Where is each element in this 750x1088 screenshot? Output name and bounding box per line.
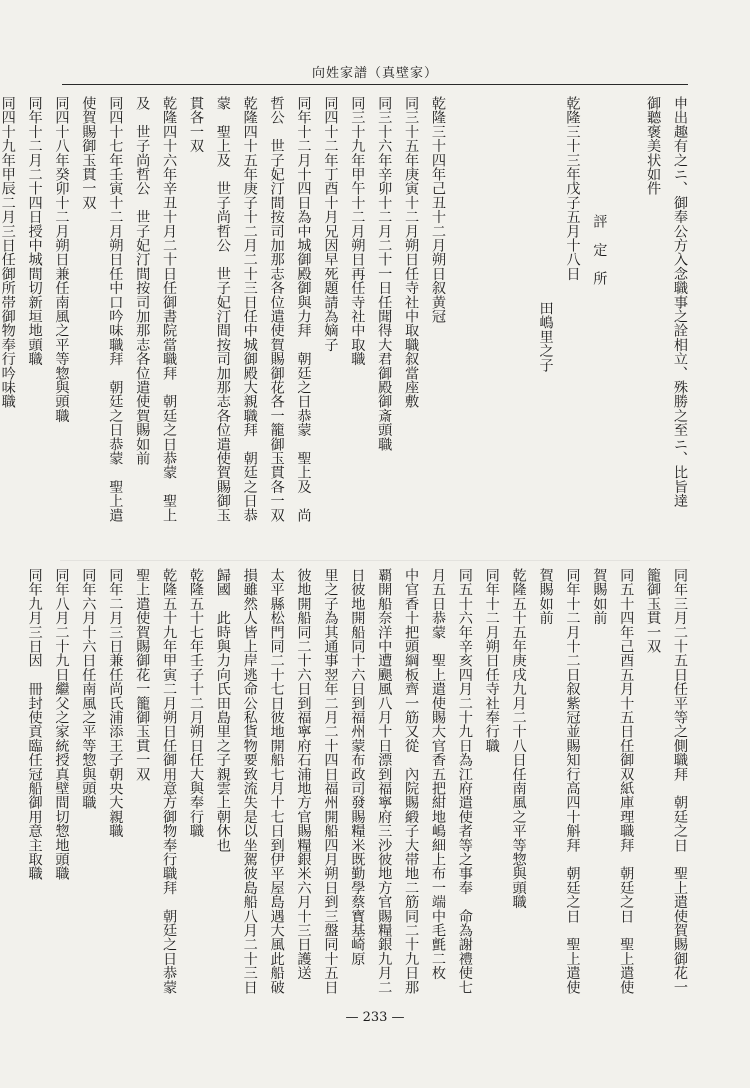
text-column: 月五日恭蒙 聖上遣使賜大官香五把紺地嶋細上布一端中毛氈二枚: [429, 568, 446, 980]
text-column: 乾隆三十三年戊子五月十八日: [564, 96, 581, 281]
page-header-title: 向姓家譜（真壁家）: [311, 66, 438, 81]
text-column: 同年十二月二十四日授中城間切新垣地頭職: [26, 96, 43, 366]
text-column: 同四十七年壬寅十二月朔日任中口吟味職拜 朝廷之日恭蒙 聖上遣: [107, 96, 124, 522]
text-column: 同年十二月十二日叙紫冠並賜知行高四十斛拜 朝廷之日 聖上遣使: [564, 568, 581, 994]
text-column: 同三十九年甲午十二月朔日再任寺社中取職: [349, 96, 366, 366]
lower-text-block: [25, 568, 690, 1023]
text-column: 同年九月三日因 冊封使貢臨任冠船御用意主取職: [26, 568, 43, 881]
text-column: 籠御玉貫一双: [645, 568, 662, 654]
text-column: 同三十五年庚寅十二月朔日任寺社中取職叙當座敷: [403, 96, 420, 409]
text-column: 同年三月二十五日任平等之側職拜 朝廷之日 聖上遣使賀賜御花一: [672, 568, 688, 994]
text-column: 賀賜如前: [537, 568, 554, 625]
text-column: 申出趣有之ニ、御奉公方入念職事之詮相立、殊勝之至ニ、比旨達: [672, 96, 688, 508]
text-column: 乾隆四十六年辛丑十月二十日任御書院當職拜 朝廷之日恭蒙 聖上: [161, 96, 178, 522]
text-column: 歸國 此時與力向氏田島里之子親雲上朝休也: [214, 568, 231, 852]
text-column: 乾隆四十五年庚子十二月二十三日任中城御殿大親職拜 朝廷之日恭: [241, 96, 258, 522]
text-column: 日彼地開船同十六日到福州蒙布政司發賜糧米既勤學蔡寳基崎原: [349, 568, 366, 966]
text-column: 賀賜如前: [591, 568, 608, 625]
text-column: 彼地開船同二十六日到福寧府石浦地方官賜糧銀米六月十三日護送: [295, 568, 312, 980]
text-column: 同年八月二十九日繼父之家統授真壁間切惣地頭職: [53, 568, 70, 881]
text-column: 乾隆五十五年庚戌九月二十八日任南風之平等惣與頭職: [510, 568, 527, 909]
text-column: 同五十六年辛亥四月二十九日為江府遣使者等之事奉 命為謝禮使七: [456, 568, 473, 994]
text-column: 覇開船奈洋中遭颶風八月十日漂到福寧府三沙彼地方官賜糧銀九月二: [376, 568, 393, 994]
page-number: — 233 —: [345, 1010, 405, 1025]
text-column: 哲公 世子妃汀間按司加那志各位遣使賀賜御花各一籠御玉貫各一双: [268, 96, 285, 522]
text-column: 田嶋里之子: [537, 301, 554, 372]
text-column: 中官香十把頭綱板齊一筋又從 內院賜緞子大帯地二筋同二十九日那: [403, 568, 420, 994]
text-column: 及 世子尚哲公 世子妃汀間按司加那志各位遣使賀賜如前: [134, 96, 151, 466]
text-column: 使賀賜御玉貫一双: [80, 96, 97, 210]
text-column: 同三十六年辛卯十二月二十一日任聞得大君御殿御斎頭職: [376, 96, 393, 451]
text-column: 同四十九年甲辰二月三日任御所帯御物奉行吟味職: [0, 96, 16, 409]
text-column: 同四十二年丁酉十月兄因早死題請為嫡子: [322, 96, 339, 352]
text-column: 同四十八年癸卯十二月朔日兼任南風之平等惣與頭職: [53, 96, 70, 423]
text-column: 同年十二月十四日為中城御殿御與力拜 朝廷之日恭蒙 聖上及 尚: [295, 96, 312, 522]
text-column: 同年十二月朔日任寺社奉行職: [483, 568, 500, 753]
text-column: 同年六月十六日任南風之平等惣與頭職: [80, 568, 97, 810]
text-column: 里之子為其通事翌年二月二十四日福州開船四月朔日到三盤同十五日: [322, 568, 339, 994]
text-column: 貫各一双: [187, 96, 204, 153]
text-column: 太平縣松門同二十七日彼地開船七月十七日到伊平屋島遇大風此船破: [268, 568, 285, 994]
text-column: 同五十四年己酉五月十五日任御双紙庫理職拜 朝廷之日 聖上遣使: [618, 568, 635, 994]
text-column: 損雖然人皆上岸逃命公私貨物要致流失是以坐駕彼島船八月二十三日: [241, 568, 258, 994]
text-column: 同年二月三日兼任尚氏浦添王子朝央大親職: [107, 568, 124, 838]
block-divider: [60, 560, 690, 561]
text-column: 御聽褒美状如件: [645, 96, 662, 196]
text-column: 乾隆五十七年壬子十二月朔日任大與奉行職: [187, 568, 204, 838]
text-column: 聖上遣使賀賜御花一籠御玉貫一双: [134, 568, 151, 781]
text-column: 評 定 所: [591, 214, 608, 285]
upper-text-block: [0, 96, 690, 551]
text-column: 乾隆三十四年己丑十二月朔日叙黄冠: [429, 96, 446, 324]
text-column: 乾隆五十九年甲寅二月朔日任御用意方御物奉行職拜 朝廷之日恭蒙: [161, 568, 178, 994]
header-rule: [62, 84, 688, 85]
text-column: 蒙 聖上及 世子尚哲公 世子妃汀間按司加那志各位遣使賀賜御玉: [214, 96, 231, 522]
